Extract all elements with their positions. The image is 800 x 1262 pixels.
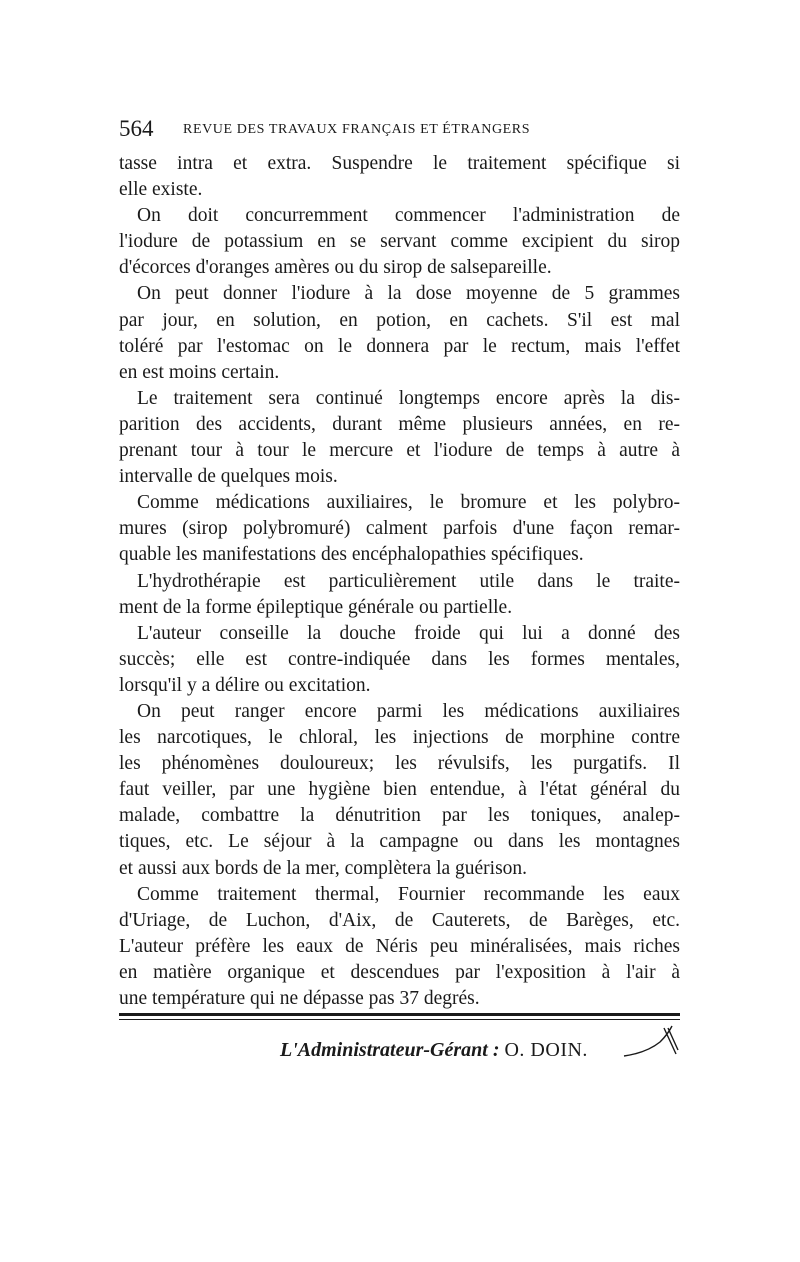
text-line: tasse intra et extra. Suspendre le traitement spécifique si <box>119 153 680 174</box>
text-line: quable les manifestations des encéphalopathies spécifiques. <box>119 544 584 566</box>
text-line: intervalle de quelques mois. <box>119 466 338 488</box>
text-line: d'écorces d'oranges amères ou du sirop de salsepareille. <box>119 257 552 279</box>
text-line: elle existe. <box>119 179 203 201</box>
text-line: L'auteur préfère les eaux de Néris peu minéralisées, mais riches <box>119 935 680 957</box>
text-line: faut veiller, par une hygiène bien entendue, à l'état général du <box>119 779 680 801</box>
paragraph-start-line: Comme médications auxiliaires, le bromure et les polybro- <box>137 492 680 514</box>
text-line: ment de la forme épileptique générale ou partielle. <box>119 596 513 618</box>
page-number: 564 <box>119 116 154 141</box>
text-line: en matière organique et descendues par l'exposition à l'air à <box>119 961 680 983</box>
body-text <box>119 151 680 1012</box>
text-line: les phénomènes douloureux; les révulsifs, les purgatifs. Il <box>119 753 680 775</box>
text-line: tiques, etc. Le séjour à la campagne ou dans les montagnes <box>119 831 680 853</box>
text-line: une température qui ne dépasse pas 37 degrés. <box>119 988 480 1009</box>
publisher-signature <box>280 1036 588 1064</box>
signature-flourish-icon <box>620 1024 680 1060</box>
paragraph-start-line: L'hydrothérapie est particulièrement utile dans le traite- <box>137 570 680 592</box>
paragraph-start-line: Le traitement sera continué longtemps encore après la dis- <box>137 387 680 409</box>
signature-name: O. DOIN. <box>504 1039 588 1061</box>
text-line: d'Uriage, de Luchon, d'Aix, de Cauterets, de Barèges, etc. <box>119 909 680 931</box>
paragraph-start-line: On peut ranger encore parmi les médications auxiliaires <box>137 700 680 722</box>
text-line: lorsqu'il y a délire ou excitation. <box>119 674 371 696</box>
text-line: parition des accidents, durant même plusieurs années, en re- <box>119 413 680 435</box>
text-line: mures (sirop polybromuré) calment parfois d'une façon remar- <box>119 518 680 540</box>
running-head <box>119 116 679 142</box>
text-line: succès; elle est contre-indiquée dans les formes mentales, <box>119 648 680 670</box>
paragraph-start-line: L'auteur conseille la douche froide qui lui a donné des <box>137 622 680 644</box>
signature-role: L'Administrateur-Gérant : <box>280 1039 500 1061</box>
footer-rule-thick <box>119 1013 680 1016</box>
text-line: par jour, en solution, en potion, en cachets. S'il est mal <box>119 309 680 331</box>
paragraph-start-line: On peut donner l'iodure à la dose moyenne de 5 grammes <box>137 283 680 305</box>
paragraph-start-line: On doit concurremment commencer l'administration de <box>137 205 680 227</box>
paragraph-start-line: Comme traitement thermal, Fournier recommande les eaux <box>137 883 680 905</box>
text-line: l'iodure de potassium en se servant comme excipient du sirop <box>119 231 680 253</box>
text-line: les narcotiques, le chloral, les injections de morphine contre <box>119 727 680 749</box>
text-line: toléré par l'estomac on le donnera par le rectum, mais l'effet <box>119 335 680 357</box>
text-line: prenant tour à tour le mercure et l'iodure de temps à autre à <box>119 440 680 462</box>
footer-rule-thin <box>119 1019 680 1020</box>
running-title: REVUE DES TRAVAUX FRANÇAIS ET ÉTRANGERS <box>183 122 531 137</box>
text-line: malade, combattre la dénutrition par les toniques, analep- <box>119 805 680 827</box>
text-line: et aussi aux bords de la mer, complètera la guérison. <box>119 857 528 879</box>
text-line: en est moins certain. <box>119 361 280 383</box>
